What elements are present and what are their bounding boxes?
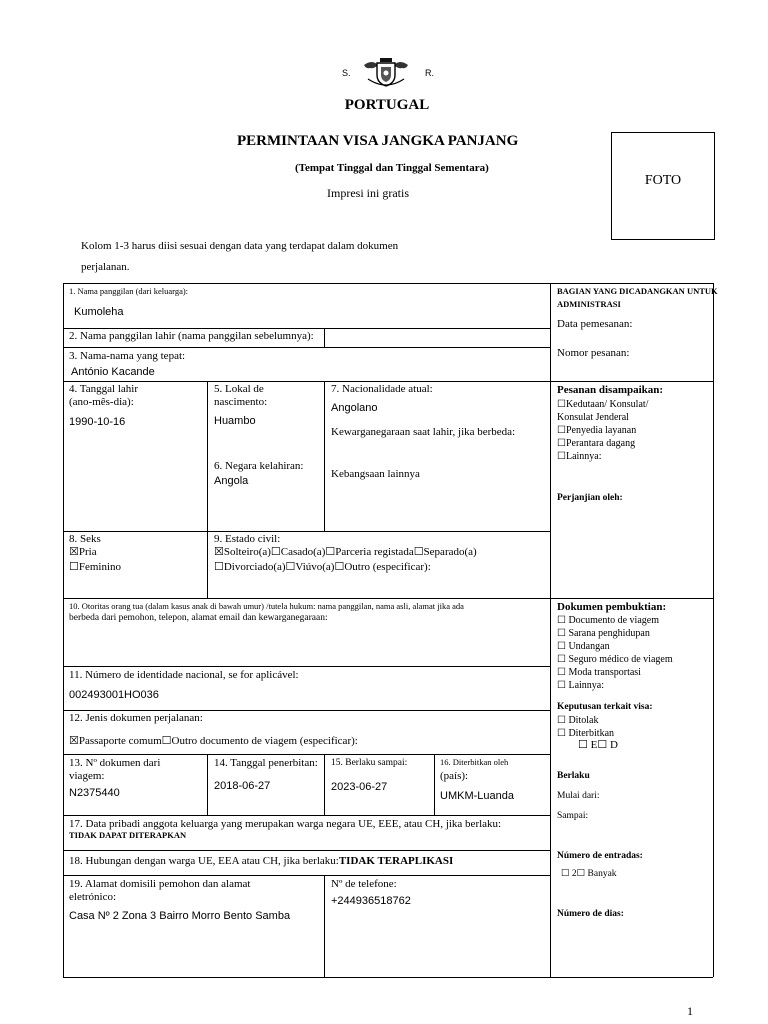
other-nationality-label: Kebangsaan lainnya (331, 468, 420, 480)
admin-keputusan-heading: Keputusan terkait visa: (557, 702, 653, 712)
issued-by-field[interactable]: UMKM-Luanda (440, 790, 514, 802)
admin-dokumen-item[interactable]: ☐ Seguro médico de viagem (557, 654, 673, 665)
field-17-value[interactable]: TIDAK DAPAT DITERAPKAN (69, 830, 187, 840)
sex-female-checkbox[interactable]: ☐Feminino (69, 561, 122, 573)
field-13-label-2: viagem: (69, 770, 105, 782)
admin-pesanan-item[interactable]: ☐Kedutaan/ Konsulat/ (557, 399, 649, 410)
admin-keputusan-item[interactable]: ☐ Diterbitkan (557, 728, 615, 739)
field-1-label: 1. Nama panggilan (dari keluarga): (69, 286, 189, 296)
field-18-value[interactable]: TIDAK TERAPLIKASI (338, 855, 454, 867)
field-7-label: 7. Nacionalidade atual: (331, 383, 433, 395)
form-title: PERMINTAAN VISA JANGKA PANJANG (237, 133, 519, 149)
admin-mulai-label: Mulai dari: (557, 791, 600, 801)
admin-dokumen-item[interactable]: ☐ Lainnya: (557, 680, 605, 691)
field-13-label-1: 13. Nº dokumen dari (69, 757, 161, 769)
field-4-label-2: (ano-mês-dia): (69, 396, 134, 408)
birth-country-field[interactable]: Angola (214, 475, 249, 487)
issue-date-field[interactable]: 2018-06-27 (214, 780, 271, 792)
field-10-line-1: 10. Otoritas orang tua (dalam kasus anak di bawah umur) /tutela hukum: nama panggilan, nama asli, alamat jika ada (69, 601, 464, 611)
admin-pesanan-item[interactable]: ☐Perantara dagang (557, 438, 636, 449)
admin-keputusan-item[interactable]: ☐ Ditolak (557, 715, 599, 726)
admin-heading-2: ADMINISTRASI (557, 299, 621, 309)
page-number: 1 (687, 1004, 693, 1018)
travel-doc-type-options[interactable]: ☒Passaporte comum☐Outro documento de viagem (especificar): (69, 735, 358, 747)
country-title: PORTUGAL (344, 97, 430, 113)
address-field[interactable]: Casa Nº 2 Zona 3 Bairro Morro Bento Samba (69, 910, 291, 922)
r-letter: R. (425, 68, 434, 78)
nationality-field[interactable]: Angolano (331, 402, 378, 414)
admin-pesanan-heading: Pesanan disampaikan: (557, 384, 664, 396)
admin-heading-1: BAGIAN YANG DICADANGKAN UNTUK (557, 286, 718, 296)
form-subtitle: (Tempat Tinggal dan Tinggal Sementara) (295, 162, 489, 174)
admin-pesanan-item: Konsulat Jenderal (557, 412, 629, 423)
valid-until-field[interactable]: 2023-06-27 (331, 781, 388, 793)
admin-dokumen-item[interactable]: ☐ Sarana penghidupan (557, 628, 650, 639)
field-14-label: 14. Tanggal penerbitan: (214, 757, 318, 769)
admin-berlaku-heading: Berlaku (557, 771, 590, 781)
admin-dokumen-list (557, 614, 673, 692)
phone-field[interactable]: +244936518762 (331, 895, 411, 907)
free-note: Impresi ini gratis (327, 186, 409, 200)
admin-dokumen-item[interactable]: ☐ Moda transportasi (557, 667, 641, 678)
field-15-label: 15. Berlaku sampai: (331, 758, 408, 768)
phone-label: Nº de telefone: (331, 878, 397, 890)
field-16-label-2: (país): (440, 770, 469, 782)
field-8-label: 8. Seks (69, 533, 101, 545)
field-5-label-1: 5. Lokal de (214, 383, 264, 395)
field-18-label (69, 855, 453, 868)
admin-keputusan-list (557, 714, 614, 740)
field-17-label: 17. Data pribadi anggota keluarga yang merupakan warga negara UE, EEE, atau CH, jika berlaku: (69, 818, 502, 830)
field-11-label: 11. Número de identidade nacional, se for aplicável: (69, 669, 299, 681)
national-id-field[interactable]: 002493001HO036 (69, 689, 159, 701)
admin-dokumen-heading: Dokumen pembuktian: (557, 601, 667, 613)
s-letter: S. (342, 68, 351, 78)
admin-sampai-label: Sampai: (557, 811, 589, 821)
doc-number-field[interactable]: N2375440 (69, 787, 120, 799)
field-19-label-1: 19. Alamat domisili pemohon dan alamat (69, 878, 251, 890)
field-18-label-text: 18. Hubungan dengan warga UE, EEA atau CH, jika berlaku: (69, 855, 339, 867)
civil-status-options-2[interactable]: ☐Divorciado(a)☐Viúvo(a)☐Outro (especificar): (214, 561, 431, 573)
civil-status-options-1[interactable]: ☒Solteiro(a)☐Casado(a)☐Parceria registada☐Separado(a) (214, 546, 477, 558)
birth-date-field[interactable]: 1990-10-16 (69, 416, 126, 428)
instructions-line-1: Kolom 1-3 harus diisi sesuai dengan data yang terdapat dalam dokumen (81, 240, 399, 252)
birth-place-field[interactable]: Huambo (214, 415, 256, 427)
sex-male-checkbox[interactable]: ☒Pria (69, 546, 97, 558)
admin-visa-type-options[interactable]: ☐ E☐ D (578, 739, 618, 751)
given-names-field[interactable]: António Kacande (71, 366, 155, 378)
photo-box (611, 132, 715, 240)
field-6-label: 6. Negara kelahiran: (214, 460, 304, 472)
admin-number-label: Nomor pesanan: (557, 347, 630, 359)
instructions-line-2: perjalanan. (81, 261, 130, 273)
admin-dias-heading: Número de dias: (557, 909, 624, 919)
field-19-label-2: eletrónico: (69, 891, 117, 903)
admin-entradas-options[interactable]: ☐ 2☐ Banyak (561, 869, 617, 879)
admin-dokumen-item[interactable]: ☐ Undangan (557, 641, 610, 652)
photo-label: FOTO (644, 173, 682, 188)
admin-date-label: Data pemesanan: (557, 318, 633, 330)
admin-pesanan-item[interactable]: ☐Lainnya: (557, 451, 602, 462)
field-4-label-1: 4. Tanggal lahir (69, 383, 138, 395)
field-3-label: 3. Nama-nama yang tepat: (69, 350, 186, 362)
field-16-label-1: 16. Diterbitkan oleh (440, 757, 509, 767)
field-10-line-2: berbeda dari pemohon, telepon, alamat email dan kewarganegaraan: (69, 613, 328, 623)
field-2-label: 2. Nama panggilan lahir (nama panggilan sebelumnya): (69, 330, 314, 342)
admin-pesanan-list (557, 398, 648, 463)
field-5-label-2: nascimento: (214, 396, 268, 408)
admin-pesanan-item[interactable]: ☐Penyedia layanan (557, 425, 637, 436)
admin-dokumen-item[interactable]: ☐ Documento de viagem (557, 615, 659, 626)
family-name-field[interactable]: Kumoleha (74, 306, 124, 318)
admin-entradas-heading: Número de entradas: (557, 851, 643, 861)
admin-perjanjian-label: Perjanjian oleh: (557, 493, 623, 503)
birth-nationality-label: Kewarganegaraan saat lahir, jika berbeda: (331, 426, 516, 438)
field-9-label: 9. Estado civil: (214, 533, 281, 545)
coat-of-arms-icon (360, 55, 412, 89)
field-12-label: 12. Jenis dokumen perjalanan: (69, 712, 203, 724)
